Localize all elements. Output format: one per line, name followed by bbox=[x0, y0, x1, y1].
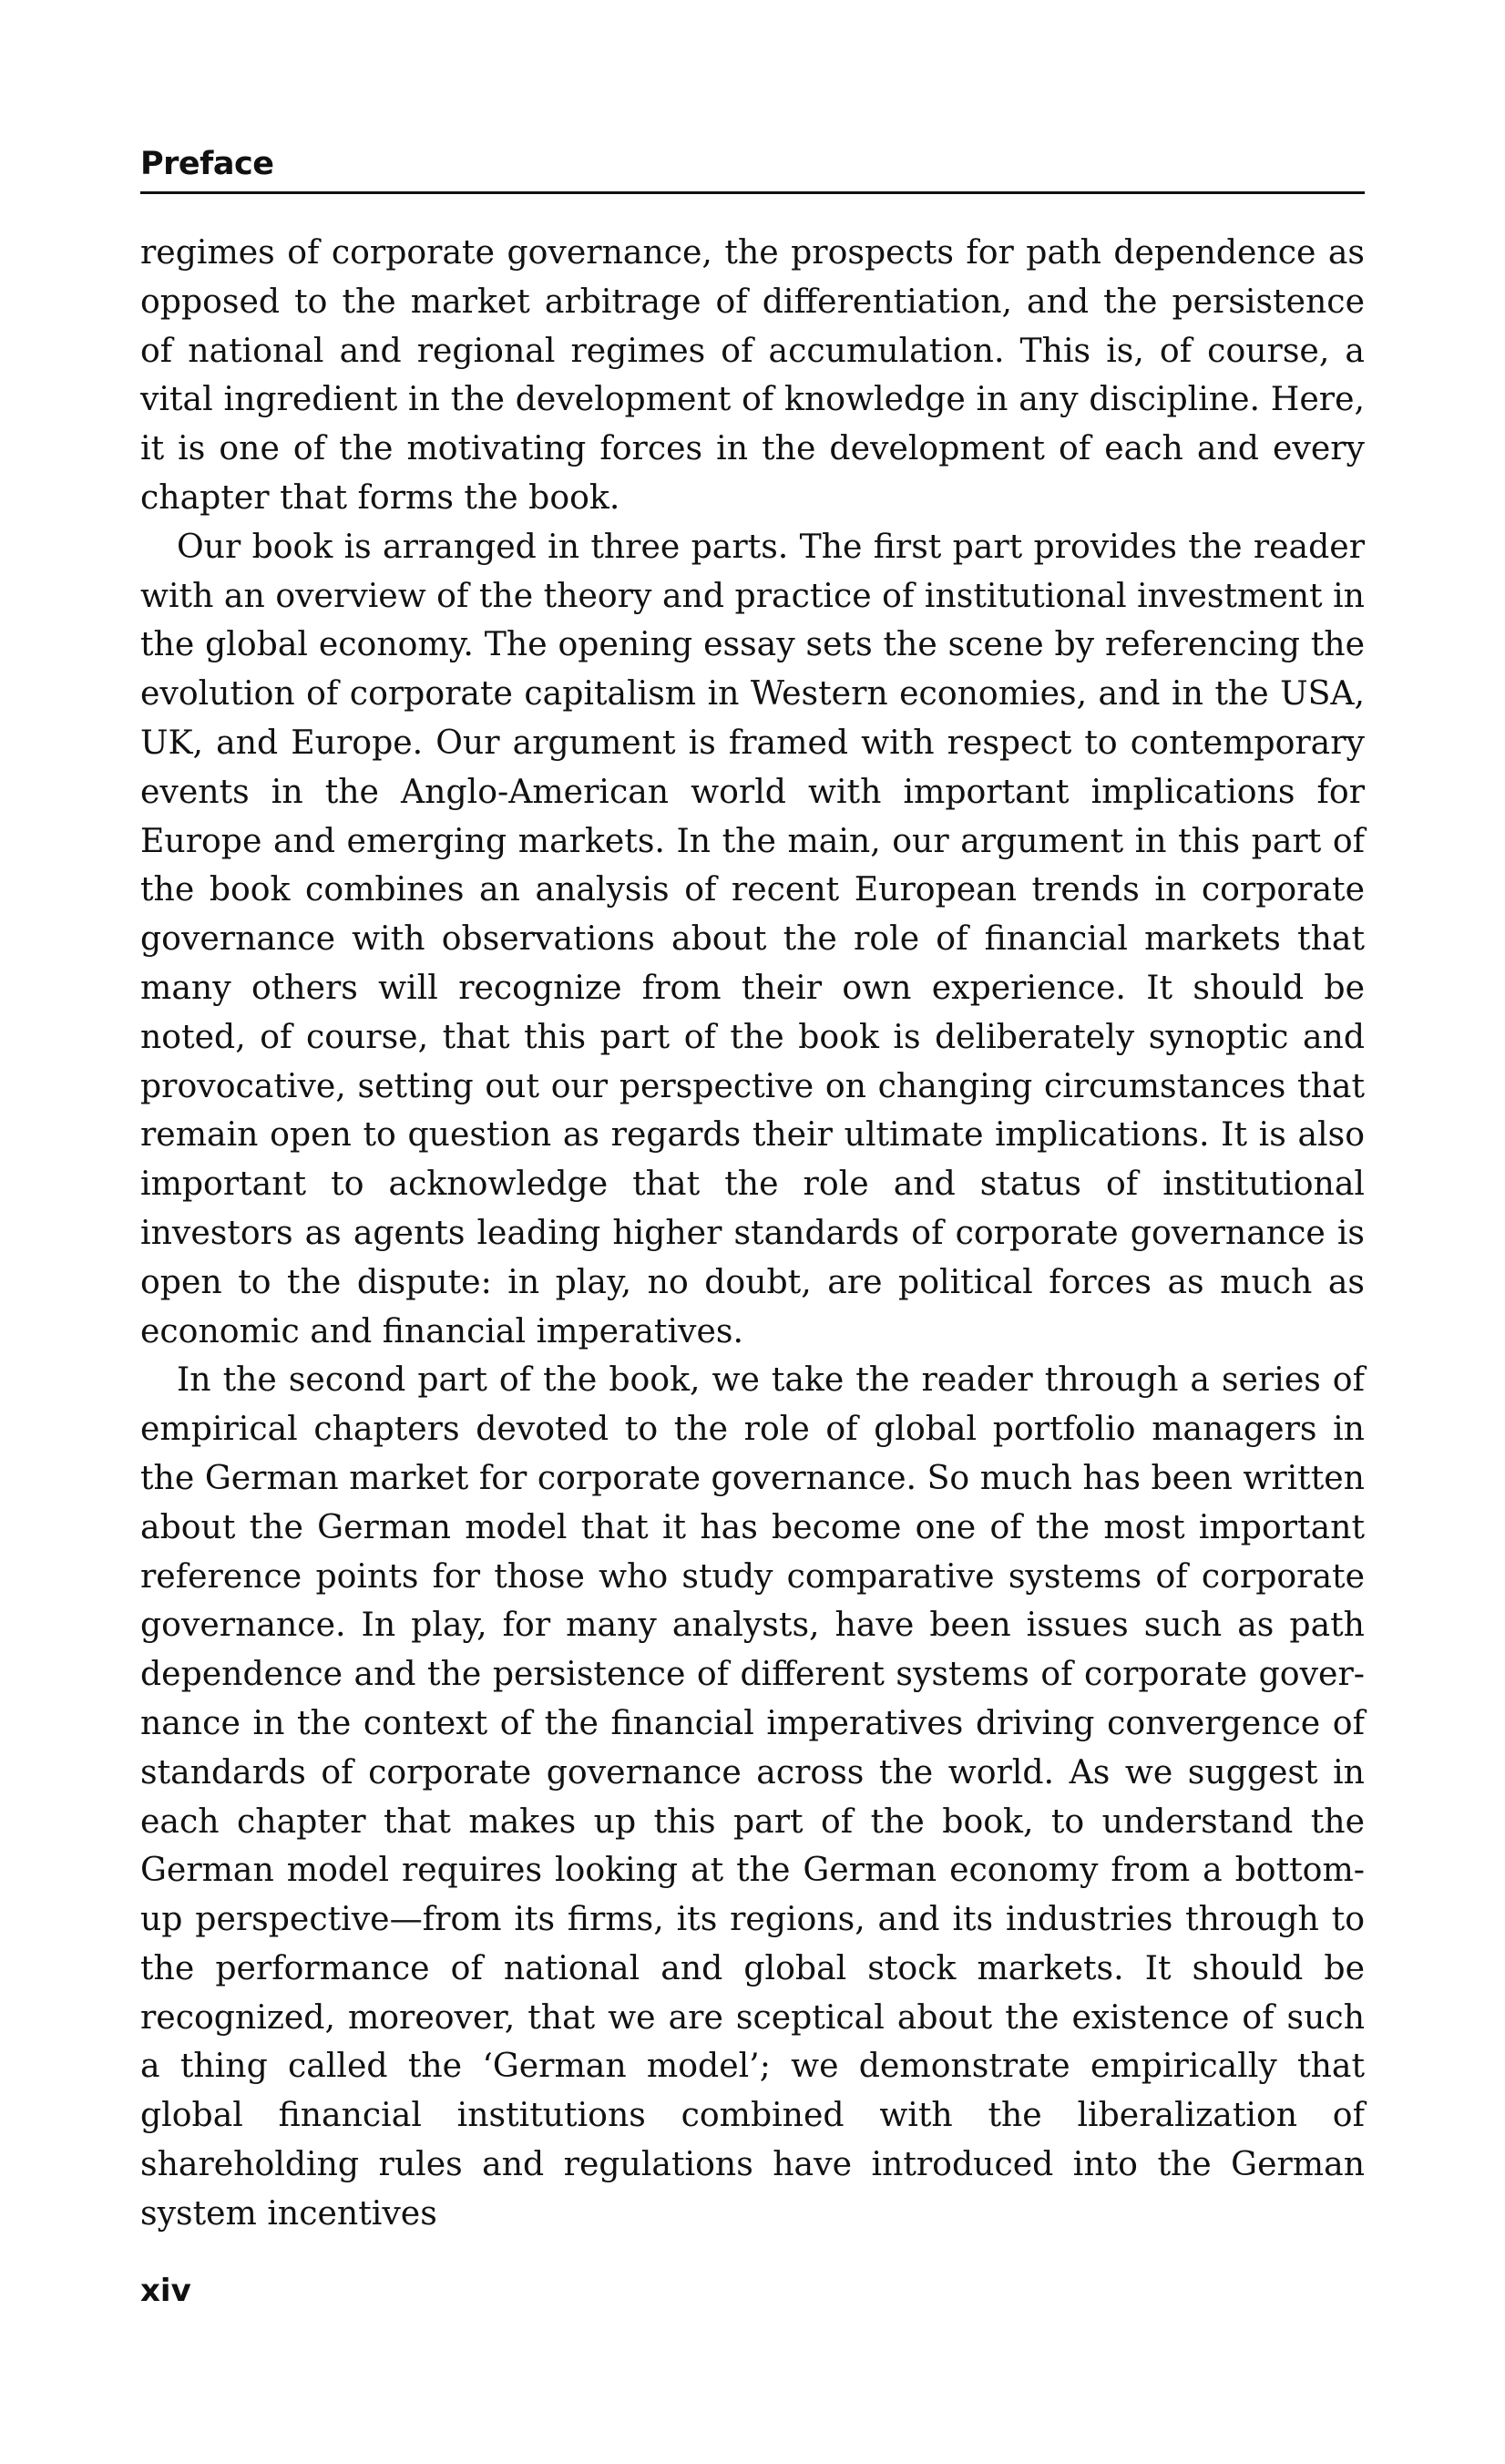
running-header bbox=[140, 137, 1365, 194]
paragraph-book-structure: Our book is arranged in three parts. The first part provides the reader with an overview of the theory and practice of institutional investment in the global economy. The opening essay sets the scene by referencing the evolution of corporate capitalism in Western economies, and in the USA, UK, and Europe. Our argument is framed with respect to contemporary events in the Anglo-American world with important implications for Europe and emerging markets. In the main, our argument in this part of the book combines an analysis of recent European trends in corporate governance with observations about the role of financial markets that many others will recognize from their own experience. It should be noted, of course, that this part of the book is deliberately synoptic and provocative, setting out our perspective on changing circumstances that remain open to question as regards their ultimate implications. It is also important to acknowledge that the role and status of institutional investors as agents leading higher standards of corporate governance is open to the dispute: in play, no doubt, are political forces as much as economic and financial imperatives. bbox=[140, 526, 1365, 1350]
paragraph-continued: regimes of corporate governance, the prospects for path dependence as opposed to the market arbitrage of differentiation, and the persistence of national and regional regimes of accumulation. This is, of course, a vital ingredient in the development of knowledge in any discipline. Here, it is one of the motivating forces in the development of each and every chapter that forms the book. bbox=[140, 232, 1365, 517]
paragraph-second-part: In the second part of the book, we take the reader through a series of empirical chapters devoted to the role of global portfolio managers in the German market for corporate governance. So much has been written about the German model that it has become one of the most important reference points for those who study comparative systems of corporate governance. In play, for many analysts, have been issues such as path dependence and the persistence of different systems of corporate governance in the context of the financial imperatives driving convergence of standards of corporate governance across the world. As we suggest in each chapter that makes up this part of the book, to understand the German model requires looking at the German economy from a bottom-up perspective—from its firms, its regions, and its industries through to the performance of national and global stock markets. It should be recognized, moreover, that we are sceptical about the existence of such a thing called the ‘German model’; we demonstrate empirically that global financial institutions combined with the liberalization of shareholding rules and regulations have introduced into the German system incentives bbox=[140, 1360, 1365, 2233]
page-number: xiv bbox=[140, 2273, 191, 2309]
body-text bbox=[140, 228, 1365, 2238]
running-title: Preface bbox=[140, 146, 274, 182]
